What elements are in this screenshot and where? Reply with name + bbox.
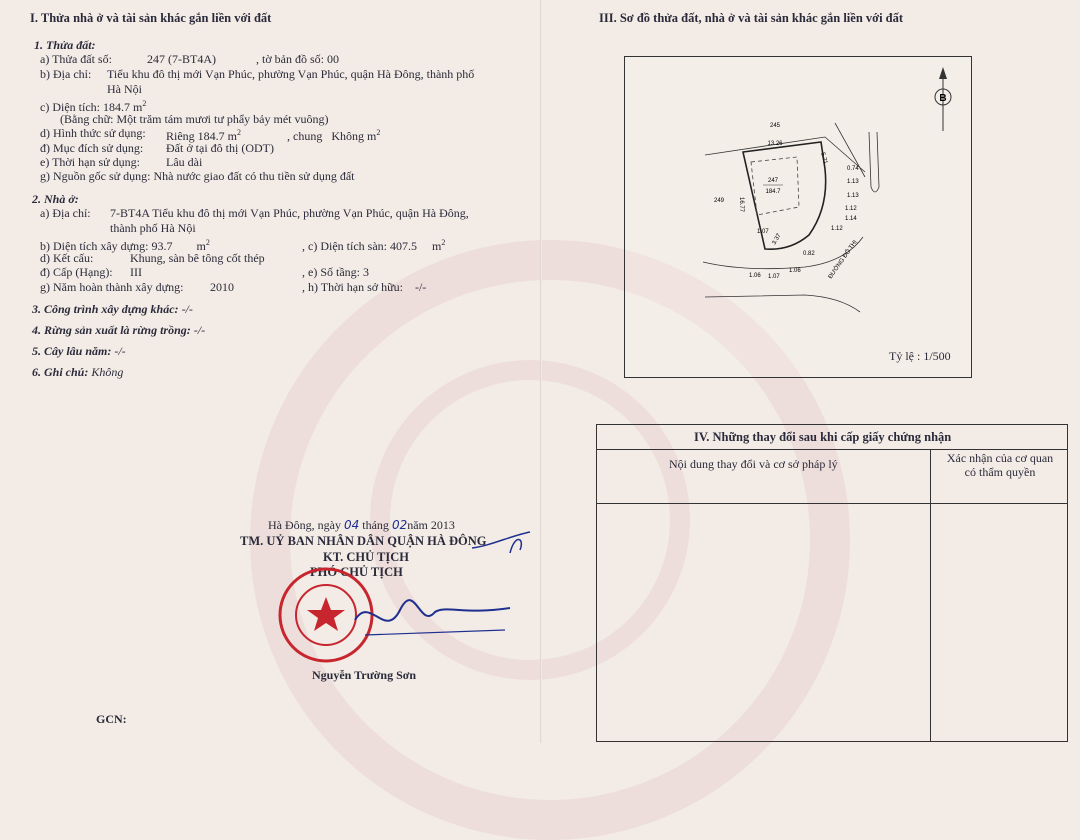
- section-6: 6. Ghi chú: Không: [32, 365, 124, 379]
- section-4: 4. Rừng sản xuất là rừng trồng: -/-: [32, 323, 206, 337]
- edge-left: 16.77: [738, 197, 744, 213]
- section-5: 5. Cây lâu năm: -/-: [32, 344, 126, 358]
- edge-top: 13.26: [767, 141, 783, 147]
- dim-2: 1.13: [847, 179, 859, 185]
- origin-line: g) Nguồn gốc sử dụng: Nhà nước giao đất có thu tiền sử dụng đất: [40, 169, 355, 183]
- page-fold: [540, 0, 542, 743]
- floor-area: , c) Diện tích sàn: 407.5 $m^2$: [302, 238, 446, 253]
- parcel-area: 184.7: [765, 189, 781, 195]
- usage-form-common: , chung Không $m^2$: [287, 128, 381, 143]
- grade-label: đ) Cấp (Hạng):: [40, 265, 113, 279]
- authority-name: TM. UỶ BAN NHÂN DÂN QUẬN HÀ ĐÔNG: [240, 534, 487, 548]
- house-address-value-line2: thành phố Hà Nội: [110, 221, 196, 235]
- signature: [345, 590, 515, 650]
- neighbor-top: 245: [769, 123, 781, 129]
- term-value: Lâu dài: [166, 155, 203, 169]
- north-arrow-icon: [935, 67, 951, 131]
- section-1-title: 1. Thửa đất:: [34, 38, 96, 52]
- completion-year-label: g) Năm hoàn thành xây dựng:: [40, 280, 184, 294]
- certificate-number-label: GCN:: [96, 712, 127, 726]
- dim-12: 1.06: [789, 268, 801, 274]
- signature-flourish: [470, 528, 540, 558]
- dim-9: 1.07: [757, 229, 769, 235]
- usage-form-private: Riêng 184.7 $m^2$: [166, 128, 242, 143]
- map-scale: Tỷ lệ : 1/500: [889, 349, 951, 363]
- edge-right: 5.71: [819, 151, 828, 165]
- structure-label: d) Kết cấu:: [40, 251, 94, 265]
- section-2-title: 2. Nhà ở:: [32, 192, 79, 206]
- address-label: b) Địa chỉ:: [40, 67, 92, 81]
- parcel-number-value: 247 (7-BT4A): [147, 52, 216, 66]
- signer-title-2: PHÓ CHỦ TỊCH: [310, 565, 403, 579]
- road-label: ĐƯỜNG ĐÔ THỊ: [827, 239, 859, 281]
- changes-table: [596, 424, 1068, 742]
- usage-form-label: d) Hình thức sử dụng:: [40, 126, 146, 140]
- house-address-label: a) Địa chỉ:: [40, 206, 91, 220]
- changes-table-title: IV. Những thay đổi sau khi cấp giấy chứng nhận: [694, 430, 952, 444]
- dim-3: 1.13: [847, 193, 859, 199]
- dim-7: 3.37: [771, 232, 783, 246]
- completion-year-value: 2010: [210, 280, 234, 294]
- area-in-words: (Bằng chữ: Một trăm tám mươi tư phẩy bảy mét vuông): [60, 112, 329, 126]
- term-label: e) Thời hạn sử dụng:: [40, 155, 140, 169]
- section-3: 3. Công trình xây dựng khác: -/-: [32, 302, 193, 316]
- parcel-number-label: a) Thửa đất số:: [40, 52, 112, 66]
- north-label: B: [939, 93, 947, 104]
- section-heading: I. Thửa nhà ở và tài sản khác gắn liền với đất: [30, 11, 272, 25]
- changes-table-columns: [597, 449, 1067, 504]
- parcel-id: 247: [767, 178, 779, 184]
- dim-10: 1.06: [749, 273, 761, 279]
- address-value-line2: Hà Nội: [107, 82, 142, 96]
- signer-name: Nguyễn Trường Sơn: [312, 668, 417, 682]
- column-change-content: Nội dung thay đổi và cơ sở pháp lý: [669, 457, 838, 471]
- dim-8: 0.82: [803, 251, 815, 257]
- purpose-value: Đất ở tại đô thị (ODT): [166, 141, 274, 155]
- parcel-map: [624, 56, 972, 378]
- map-sheet-number: , tờ bản đồ số: 00: [256, 52, 340, 66]
- structure-value: Khung, sàn bê tông cốt thép: [130, 251, 265, 265]
- map-section-heading: III. Sơ đồ thửa đất, nhà ở và tài sản khác gắn liền với đất: [599, 11, 904, 25]
- floors: , e) Số tầng: 3: [302, 265, 369, 279]
- signer-title-1: KT. CHỦ TỊCH: [323, 550, 410, 564]
- column-authority-confirm: Xác nhận của cơ quan có thẩm quyền: [946, 451, 1054, 479]
- dim-1: 0.74: [847, 166, 859, 172]
- grade-value: III: [130, 265, 142, 279]
- table-divider: [930, 449, 931, 741]
- dim-11: 1.07: [768, 274, 780, 280]
- dim-5: 1.14: [845, 216, 857, 222]
- ownership-term: , h) Thời hạn sở hữu: -/-: [302, 280, 427, 294]
- address-value: Tiểu khu đô thị mới Vạn Phúc, phường Vạn Phúc, quận Hà Đông, thành phố: [107, 67, 475, 81]
- house-address-value: 7-BT4A Tiểu khu đô thị mới Vạn Phúc, phường Vạn Phúc, quận Hà Đông,: [110, 206, 469, 220]
- dim-6: 1.12: [831, 226, 843, 232]
- area-label: c) Diện tích: 184.7 $m^2$: [40, 99, 147, 114]
- dim-4: 1.12: [845, 206, 857, 212]
- neighbor-left: 249: [713, 198, 725, 204]
- purpose-label: đ) Mục đích sử dụng:: [40, 141, 144, 155]
- changes-table-header: [597, 425, 1067, 450]
- built-area: b) Diện tích xây dựng: 93.7 $m^2$: [40, 238, 210, 253]
- issue-date: Hà Đông, ngày 04 tháng 02năm 2013: [268, 518, 455, 532]
